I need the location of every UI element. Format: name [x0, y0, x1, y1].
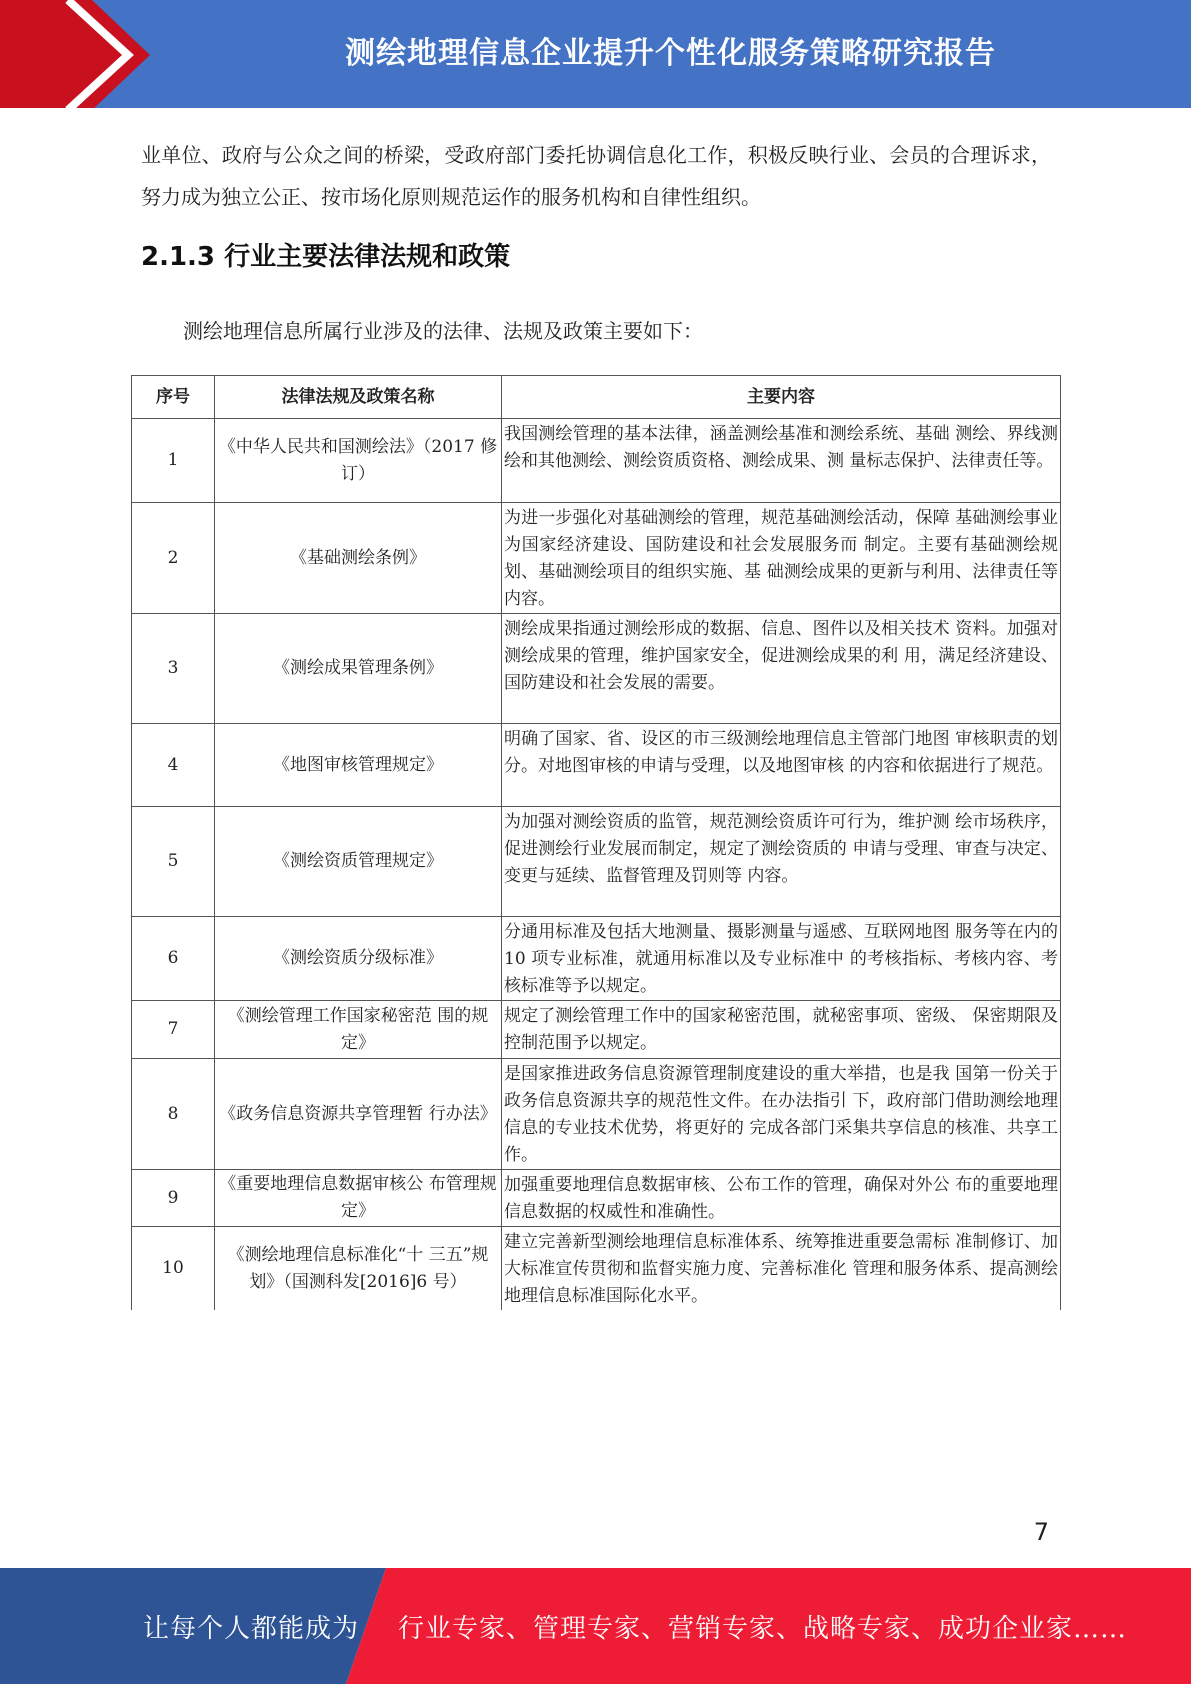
row-content: 建立完善新型测绘地理信息标准体系、统筹推进重要急需标 准制修订、加大标准宣传贯彻和监督实施力度、完善标准化 管理和服务体系、提高测绘地理信息标准国际化水平。 [502, 1227, 1061, 1311]
row-no: 5 [132, 807, 215, 917]
table-row [132, 807, 1061, 917]
row-name: 《重要地理信息数据审核公 布管理规定》 [215, 1170, 502, 1227]
red-chevron-logo [0, 0, 160, 110]
row-name: 《测绘成果管理条例》 [215, 614, 502, 724]
row-name: 《测绘地理信息标准化“十 三五”规划》（国测科发[2016]6 号） [215, 1227, 502, 1311]
row-content: 我国测绘管理的基本法律，涵盖测绘基准和测绘系统、基础 测绘、界线测绘和其他测绘、测绘资质资格、测绘成果、测 量标志保护、法律责任等。 [502, 419, 1061, 503]
row-no: 3 [132, 614, 215, 724]
table-row [132, 1059, 1061, 1170]
row-content: 是国家推进政务信息资源管理制度建设的重大举措，也是我 国第一份关于政务信息资源共享的规范性文件。在办法指引 下，政府部门借助测绘地理信息的专业技术优势，将更好的 完成各部门采集共享信息的核准、共享工作。 [502, 1059, 1061, 1170]
intro-text: 测绘地理信息所属行业涉及的法律、法规及政策主要如下： [183, 319, 703, 343]
row-content: 测绘成果指通过测绘形成的数据、信息、图件以及相关技术 资料。加强对测绘成果的管理，维护国家安全，促进测绘成果的利 用，满足经济建设、国防建设和社会发展的需要。 [502, 614, 1061, 724]
row-no: 6 [132, 917, 215, 1001]
section-heading: 2.1.3 行业主要法律法规和政策 [141, 242, 511, 272]
row-content: 分通用标准及包括大地测量、摄影测量与遥感、互联网地图 服务等在内的 10 项专业标准，就通用标准以及专业标准中 的考核指标、考核内容、考核标准等予以规定。 [502, 917, 1061, 1001]
row-name: 《地图审核管理规定》 [215, 724, 502, 807]
page-header [0, 0, 1191, 110]
row-content: 为进一步强化对基础测绘的管理，规范基础测绘活动，保障 基础测绘事业为国家经济建设、国防建设和社会发展服务而 制定。主要有基础测绘规划、基础测绘项目的组织实施、基 础测绘成果的更新与利用、法律责任等内容。 [502, 503, 1061, 614]
table-row [132, 1227, 1061, 1311]
row-name: 《基础测绘条例》 [215, 503, 502, 614]
body-paragraph: 业单位、政府与公众之间的桥梁，受政府部门委托协调信息化工作，积极反映行业、会员的合理诉求，努力成为独立公正、按市场化原则规范运作的服务机构和自律性组织。 [141, 143, 1051, 209]
row-name: 《中华人民共和国测绘法》（2017 修订） [215, 419, 502, 503]
row-name: 《政务信息资源共享管理暂 行办法》 [215, 1059, 502, 1170]
table-row [132, 614, 1061, 724]
row-content: 明确了国家、省、设区的市三级测绘地理信息主管部门地图 审核职责的划分。对地图审核的申请与受理，以及地图审核 的内容和依据进行了规范。 [502, 724, 1061, 807]
table-row [132, 1001, 1061, 1059]
row-content: 加强重要地理信息数据审核、公布工作的管理，确保对外公 布的重要地理信息数据的权威性和准确性。 [502, 1170, 1061, 1227]
page-footer [0, 1568, 1191, 1684]
row-name: 《测绘资质分级标准》 [215, 917, 502, 1001]
header-content: 主要内容 [502, 376, 1061, 419]
row-no: 2 [132, 503, 215, 614]
row-name: 《测绘资质管理规定》 [215, 807, 502, 917]
row-no: 9 [132, 1170, 215, 1227]
row-no: 7 [132, 1001, 215, 1059]
header-no: 序号 [132, 376, 215, 419]
table-row [132, 724, 1061, 807]
row-content: 为加强对测绘资质的监管，规范测绘资质许可行为，维护测 绘市场秩序，促进测绘行业发展而制定，规定了测绘资质的 申请与受理、审查与决定、变更与延续、监督管理及罚则等 内容。 [502, 807, 1061, 917]
table-row [132, 917, 1061, 1001]
row-no: 10 [132, 1227, 215, 1311]
page-number: 7 [1033, 1518, 1049, 1546]
table-row [132, 503, 1061, 614]
document-title: 测绘地理信息企业提升个性化服务策略研究报告 [345, 36, 996, 71]
header-name: 法律法规及政策名称 [215, 376, 502, 419]
table-header-row [132, 376, 1061, 419]
footer-slogan-left: 让每个人都能成为 [143, 1613, 360, 1644]
row-no: 1 [132, 419, 215, 503]
laws-table [131, 375, 1061, 1310]
footer-slogan-right: 行业专家、管理专家、营销专家、战略专家、成功企业家…… [398, 1613, 1128, 1644]
row-name: 《测绘管理工作国家秘密范 围的规定》 [215, 1001, 502, 1059]
row-no: 4 [132, 724, 215, 807]
table-row [132, 1170, 1061, 1227]
header-divider [0, 108, 1191, 110]
table-row [132, 419, 1061, 503]
row-no: 8 [132, 1059, 215, 1170]
row-content: 规定了测绘管理工作中的国家秘密范围，就秘密事项、密级、 保密期限及控制范围予以规定。 [502, 1001, 1061, 1059]
